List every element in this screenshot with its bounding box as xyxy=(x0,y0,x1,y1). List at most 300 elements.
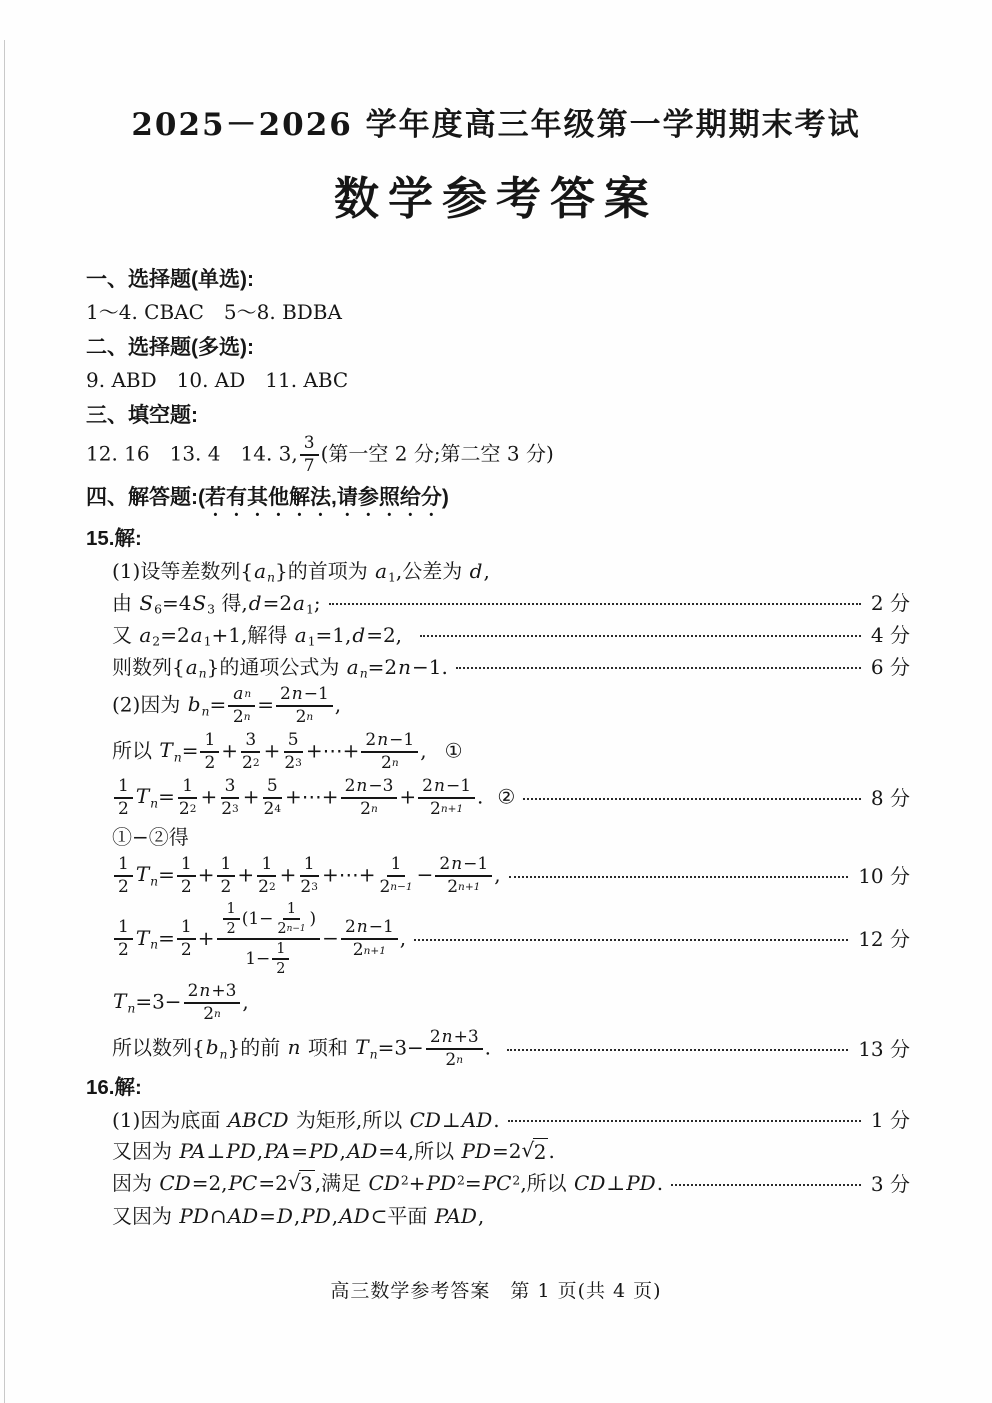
score-label: 4 分 xyxy=(870,622,910,647)
text-token: −3 xyxy=(368,775,394,796)
superscript: 4 xyxy=(274,803,282,816)
fraction xyxy=(282,731,304,773)
text-token: , xyxy=(242,989,249,1014)
score-label: 3 分 xyxy=(870,1171,910,1196)
line-content xyxy=(112,1107,500,1133)
text-token: 2 xyxy=(226,921,236,938)
subscript: 3 xyxy=(207,601,216,617)
subscript: n xyxy=(150,873,159,889)
fraction-denominator xyxy=(240,753,262,773)
subscript: n xyxy=(369,1045,378,1061)
answer-line xyxy=(86,1202,910,1230)
line-content xyxy=(86,402,198,429)
fraction xyxy=(256,855,278,897)
fraction-numerator xyxy=(387,855,406,877)
fraction-denominator xyxy=(219,799,241,819)
text-token: ⊂平面 xyxy=(370,1203,434,1228)
text-token: + xyxy=(242,784,260,809)
sqrt-radical xyxy=(288,1170,315,1197)
score-label: 2 分 xyxy=(870,590,910,615)
text-token: 三、填空题: xyxy=(86,403,198,427)
fraction-denominator xyxy=(298,877,320,897)
fraction xyxy=(240,731,262,773)
subscript: n xyxy=(244,687,252,700)
radical-sign: √ xyxy=(287,1170,301,1195)
text-token: −1 xyxy=(445,775,472,796)
line-content xyxy=(112,982,249,1024)
subscript: 1 xyxy=(305,601,314,617)
text-token: 2 xyxy=(118,940,129,961)
fraction xyxy=(426,1028,483,1070)
text-token: =2 xyxy=(258,1171,288,1196)
text-token: 2 xyxy=(180,940,192,961)
text-token: = xyxy=(464,1171,482,1196)
fraction xyxy=(262,777,284,819)
superscript: 3 xyxy=(232,803,239,816)
bold-text-token: 16.解: xyxy=(86,1075,142,1099)
text-token: , xyxy=(420,738,427,763)
math-variable: ABCD xyxy=(227,1107,289,1132)
text-token: 1− xyxy=(245,948,271,969)
text-token: . xyxy=(484,1035,492,1060)
text-token: = xyxy=(257,692,274,717)
text-token: 2 xyxy=(263,798,275,819)
text-token: , xyxy=(331,485,337,509)
math-variable: D xyxy=(276,1203,293,1228)
text-token: = xyxy=(181,738,199,763)
math-variable: n xyxy=(287,1035,301,1060)
fraction-numerator xyxy=(221,777,240,799)
superscript: n−1 xyxy=(390,881,413,894)
section-heading xyxy=(86,484,910,521)
subscript: n xyxy=(173,748,182,764)
subscript: 1 xyxy=(203,633,212,649)
math-variable: n xyxy=(398,654,412,679)
score-label: 12 分 xyxy=(858,927,910,952)
text-token: + xyxy=(200,784,218,809)
text-token: ⊥ xyxy=(441,1107,461,1132)
fraction-denominator xyxy=(219,877,234,897)
text-token: = xyxy=(209,692,227,717)
text-token: 四、解答题:( xyxy=(86,485,205,509)
score-label: 1 分 xyxy=(870,1107,910,1132)
text-token: =2 xyxy=(367,654,398,679)
text-token: 1～4. CBAC 5～8. BDBA xyxy=(86,299,342,324)
text-token: 又 xyxy=(112,622,139,647)
text-token: 2 xyxy=(276,961,286,978)
fraction-denominator xyxy=(231,707,253,727)
line-content xyxy=(112,622,412,648)
subscript: n xyxy=(127,999,136,1015)
text-token: 2 xyxy=(422,775,433,796)
text-token: 2 xyxy=(203,1003,215,1024)
text-token: 得, xyxy=(215,590,248,615)
text-token: −1 xyxy=(303,683,329,704)
fraction-numerator xyxy=(426,1028,483,1050)
text-token: ① xyxy=(444,738,463,763)
answer-line xyxy=(86,1074,910,1102)
answer-line xyxy=(86,855,910,897)
text-token: 1 xyxy=(180,917,192,938)
fraction-numerator xyxy=(341,777,398,799)
text-token: 2 xyxy=(344,917,356,938)
math-variable: a xyxy=(190,622,203,647)
fraction-numerator xyxy=(184,982,241,1004)
subscript: n xyxy=(150,795,159,811)
math-variable: d xyxy=(248,590,262,615)
superscript: n xyxy=(306,710,314,723)
math-variable: PD xyxy=(301,1203,331,1228)
fraction xyxy=(377,855,414,897)
text-token: =1, xyxy=(315,622,352,647)
math-variable: n xyxy=(291,683,303,704)
superscript: 3 xyxy=(295,756,302,769)
math-variable: PAD xyxy=(434,1203,477,1228)
text-token: 1 xyxy=(303,853,315,874)
math-variable: AD xyxy=(227,1203,259,1228)
fraction-numerator xyxy=(223,901,240,920)
answer-line xyxy=(86,982,910,1024)
text-token: 2 xyxy=(118,798,129,819)
paper-title: 数学参考答案 xyxy=(333,172,658,226)
fraction xyxy=(177,777,199,819)
text-token: }的首项为 xyxy=(274,558,375,583)
text-token: (1)因为底面 xyxy=(112,1107,227,1132)
text-token: 2 xyxy=(284,752,296,773)
math-variable: a xyxy=(375,558,388,583)
fraction-numerator xyxy=(341,918,398,940)
text-token: ⊥ xyxy=(606,1171,626,1196)
text-token: 二、选择题(多选): xyxy=(86,335,254,359)
fraction xyxy=(177,918,196,960)
line-content xyxy=(112,731,463,773)
math-variable: n xyxy=(451,853,463,874)
text-token: . xyxy=(548,1139,555,1164)
text-token: 2 xyxy=(277,921,287,938)
fraction xyxy=(272,941,289,977)
line-content xyxy=(112,901,406,978)
fraction xyxy=(418,777,475,819)
text-token: (1)设等差数列{ xyxy=(112,558,254,583)
fraction-denominator xyxy=(116,799,131,819)
text-token: + xyxy=(197,862,215,887)
math-variable: T xyxy=(159,738,173,763)
fraction xyxy=(223,901,240,937)
math-variable: S xyxy=(192,590,207,615)
fraction xyxy=(361,731,418,773)
superscript: 3 xyxy=(311,881,318,894)
subscript: 6 xyxy=(154,601,162,617)
bold-text-token: 15.解: xyxy=(86,526,142,550)
text-token: 2 xyxy=(365,729,377,750)
radicand: 3 xyxy=(300,1172,313,1197)
text-token: 1 xyxy=(182,775,194,796)
text-token: (2)因为 xyxy=(112,692,187,717)
math-variable: a xyxy=(293,590,305,615)
fraction-numerator xyxy=(217,855,236,877)
text-token: 1 xyxy=(118,917,129,938)
fraction-numerator xyxy=(257,855,276,877)
text-token: , xyxy=(339,1139,346,1164)
dotted-leader xyxy=(329,603,861,605)
math-variable: AD xyxy=(461,1107,493,1132)
text-token: 1 xyxy=(204,729,216,750)
math-variable: a xyxy=(254,558,266,583)
text-token: }的前 xyxy=(227,1035,287,1060)
text-token: = xyxy=(259,1203,276,1228)
dotted-leader xyxy=(671,1184,861,1186)
superscript: n+1 xyxy=(363,944,386,957)
math-variable: n xyxy=(377,729,389,750)
text-token: =3− xyxy=(135,989,182,1014)
score-label: 13 分 xyxy=(858,1036,910,1061)
exam-title: 2025－2026 学年度高三年级第一学期期末考试 xyxy=(131,107,861,143)
text-token: , xyxy=(477,1203,485,1228)
math-variable: b xyxy=(187,692,201,717)
text-token: 2 xyxy=(178,798,190,819)
text-token: 2 xyxy=(430,798,441,819)
math-variable: T xyxy=(113,989,127,1014)
math-variable: a xyxy=(346,654,359,679)
text-token: 1 xyxy=(226,900,236,917)
text-token: 2 xyxy=(352,940,364,961)
fraction-denominator xyxy=(282,753,304,773)
text-token: ,所以 xyxy=(520,1171,574,1196)
answer-line xyxy=(86,1028,910,1070)
fraction-numerator xyxy=(300,434,319,456)
text-token: =4,所以 xyxy=(378,1139,461,1164)
math-variable: d xyxy=(352,622,366,647)
text-token: 所以 xyxy=(112,738,159,763)
math-variable: PC xyxy=(482,1171,512,1196)
superscript: n xyxy=(214,1007,221,1020)
text-token: −1 xyxy=(389,729,415,750)
superscript: 2 xyxy=(512,1172,521,1188)
fraction xyxy=(114,855,133,897)
math-variable: T xyxy=(135,862,150,887)
answer-line xyxy=(86,823,910,851)
text-token: + xyxy=(221,738,239,763)
text-token: ; xyxy=(313,590,321,615)
subscript: n xyxy=(201,702,210,718)
fraction-denominator xyxy=(377,877,414,897)
subscript: 1 xyxy=(307,633,316,649)
text-token: +⋯+ xyxy=(305,738,360,763)
text-token: −1. xyxy=(412,654,448,679)
text-token: 因为 xyxy=(112,1171,159,1196)
fraction xyxy=(217,855,236,897)
math-variable: a xyxy=(139,622,152,647)
subscript: 1 xyxy=(388,569,396,585)
subscript: n xyxy=(150,936,159,952)
score-label: 10 分 xyxy=(858,863,910,888)
line-content xyxy=(86,1074,142,1102)
fraction-denominator xyxy=(201,1004,223,1024)
text-token: 2 xyxy=(220,876,232,897)
dotted-leader xyxy=(508,1120,861,1122)
answer-line xyxy=(86,434,910,476)
superscript: n xyxy=(391,756,399,769)
text-token: 5 xyxy=(266,775,278,796)
fraction-denominator xyxy=(225,920,238,937)
text-token: , xyxy=(399,925,407,950)
text-token: =2 xyxy=(492,1139,522,1164)
fraction-numerator xyxy=(241,731,260,753)
text-token: 又因为 xyxy=(112,1203,179,1228)
section-heading xyxy=(86,266,910,294)
text-token: 1 xyxy=(118,775,129,796)
fraction-numerator xyxy=(284,731,303,753)
text-token: 2 xyxy=(295,706,307,727)
text-token: , xyxy=(334,692,342,717)
math-variable: a xyxy=(294,622,307,647)
text-token: + xyxy=(279,862,297,887)
fraction xyxy=(217,901,321,978)
text-token: 项和 xyxy=(301,1035,355,1060)
subscript: n xyxy=(198,665,207,681)
math-variable: AD xyxy=(346,1139,378,1164)
answer-line xyxy=(86,1138,910,1166)
text-token: ) xyxy=(309,908,317,929)
math-variable: PD xyxy=(308,1139,339,1164)
text-token: =2, xyxy=(191,1171,228,1196)
superscript: n xyxy=(456,1053,464,1066)
text-token: , xyxy=(483,558,490,583)
fraction-denominator xyxy=(243,940,293,977)
answer-line xyxy=(86,366,910,394)
fraction-numerator xyxy=(114,918,133,940)
text-token: = xyxy=(158,925,175,950)
answer-line xyxy=(86,298,910,326)
line-content xyxy=(112,855,501,897)
fraction-numerator xyxy=(177,855,196,877)
fraction-numerator xyxy=(114,777,133,799)
text-token: (第一空 2 分;第二空 3 分) xyxy=(320,441,554,466)
line-content xyxy=(86,434,554,476)
math-variable: PD xyxy=(626,1171,656,1196)
fraction xyxy=(114,918,133,960)
line-content xyxy=(86,299,342,325)
line-content xyxy=(112,1138,555,1165)
fraction-denominator xyxy=(116,940,131,960)
text-token: = xyxy=(158,862,175,887)
text-token: +3 xyxy=(211,980,237,1001)
text-token: − xyxy=(322,925,339,950)
text-token: 1 xyxy=(180,853,192,874)
fraction-denominator xyxy=(445,877,482,897)
line-content xyxy=(112,1170,663,1197)
fraction xyxy=(177,855,196,897)
fraction xyxy=(341,918,398,960)
dotted-leader xyxy=(420,635,861,637)
text-token: + xyxy=(197,925,215,950)
text-token: 由 xyxy=(112,590,139,615)
text-token: ,满足 xyxy=(314,1171,368,1196)
text-token: . xyxy=(493,1107,500,1132)
math-variable: PA xyxy=(264,1139,291,1164)
superscript: 2 xyxy=(252,756,260,769)
text-token: 1 xyxy=(276,941,286,958)
fraction-numerator xyxy=(263,777,282,799)
dotted-leader xyxy=(507,1049,848,1051)
text-token: }的通项公式为 xyxy=(206,654,346,679)
answer-line xyxy=(86,777,910,819)
text-token: 12. 16 13. 4 14. 3, xyxy=(86,441,298,466)
text-token: ② xyxy=(497,784,516,809)
text-token: ,公差为 xyxy=(395,558,469,583)
subscript: n xyxy=(267,569,275,585)
text-token: 2 xyxy=(379,876,391,897)
text-token: . xyxy=(656,1171,664,1196)
text-token: + xyxy=(399,784,417,809)
math-variable: T xyxy=(355,1035,369,1060)
text-token: , xyxy=(494,862,501,887)
math-variable: a xyxy=(233,683,244,704)
math-variable: PC xyxy=(228,1171,258,1196)
text-token: +⋯+ xyxy=(321,862,376,887)
text-token: ∩ xyxy=(209,1203,227,1228)
text-token: 又因为 xyxy=(112,1139,179,1164)
fraction xyxy=(184,982,241,1024)
fraction-numerator xyxy=(418,777,475,799)
text-token: + xyxy=(408,1171,426,1196)
sqrt-radical xyxy=(521,1138,548,1165)
answer-line xyxy=(86,731,910,773)
text-token: 1 xyxy=(261,853,273,874)
text-token: 7 xyxy=(303,455,315,476)
subscript: n xyxy=(359,665,368,681)
text-token: , xyxy=(256,1139,264,1164)
line-content xyxy=(112,685,341,727)
dotted-leader xyxy=(414,939,848,941)
text-token: = xyxy=(158,784,175,809)
text-token: 2 xyxy=(258,876,269,897)
line-content xyxy=(86,266,254,293)
math-variable: S xyxy=(139,590,154,615)
text-token: 3 xyxy=(224,775,236,796)
math-variable: AD xyxy=(339,1203,370,1228)
dotted-leader xyxy=(456,667,861,669)
text-token: 1 xyxy=(286,900,297,917)
text-token: 2 xyxy=(279,683,291,704)
dotted-leader xyxy=(509,876,849,878)
fraction-numerator xyxy=(276,685,333,707)
fraction xyxy=(300,434,319,476)
math-variable: n xyxy=(356,917,368,938)
text-token: 2 xyxy=(445,1049,457,1070)
text-token: 1 xyxy=(390,853,402,874)
text-token: 2 xyxy=(429,1026,441,1047)
text-token: (1− xyxy=(241,908,274,929)
answer-line xyxy=(86,557,910,585)
math-variable: n xyxy=(356,775,368,796)
line-content xyxy=(86,525,142,553)
math-variable: n xyxy=(441,1026,453,1047)
text-token: − xyxy=(416,862,434,887)
line-content xyxy=(112,1203,484,1229)
text-token: 2 xyxy=(221,798,233,819)
answer-line xyxy=(86,901,910,978)
text-token: 2 xyxy=(344,775,356,796)
text-token: ⊥ xyxy=(206,1139,226,1164)
fraction xyxy=(228,685,255,727)
line-content xyxy=(112,590,321,616)
fraction-numerator xyxy=(283,901,300,920)
text-token: 2 xyxy=(180,876,192,897)
fraction xyxy=(341,777,398,819)
text-token: 2 xyxy=(381,752,392,773)
answer-line xyxy=(86,589,910,617)
